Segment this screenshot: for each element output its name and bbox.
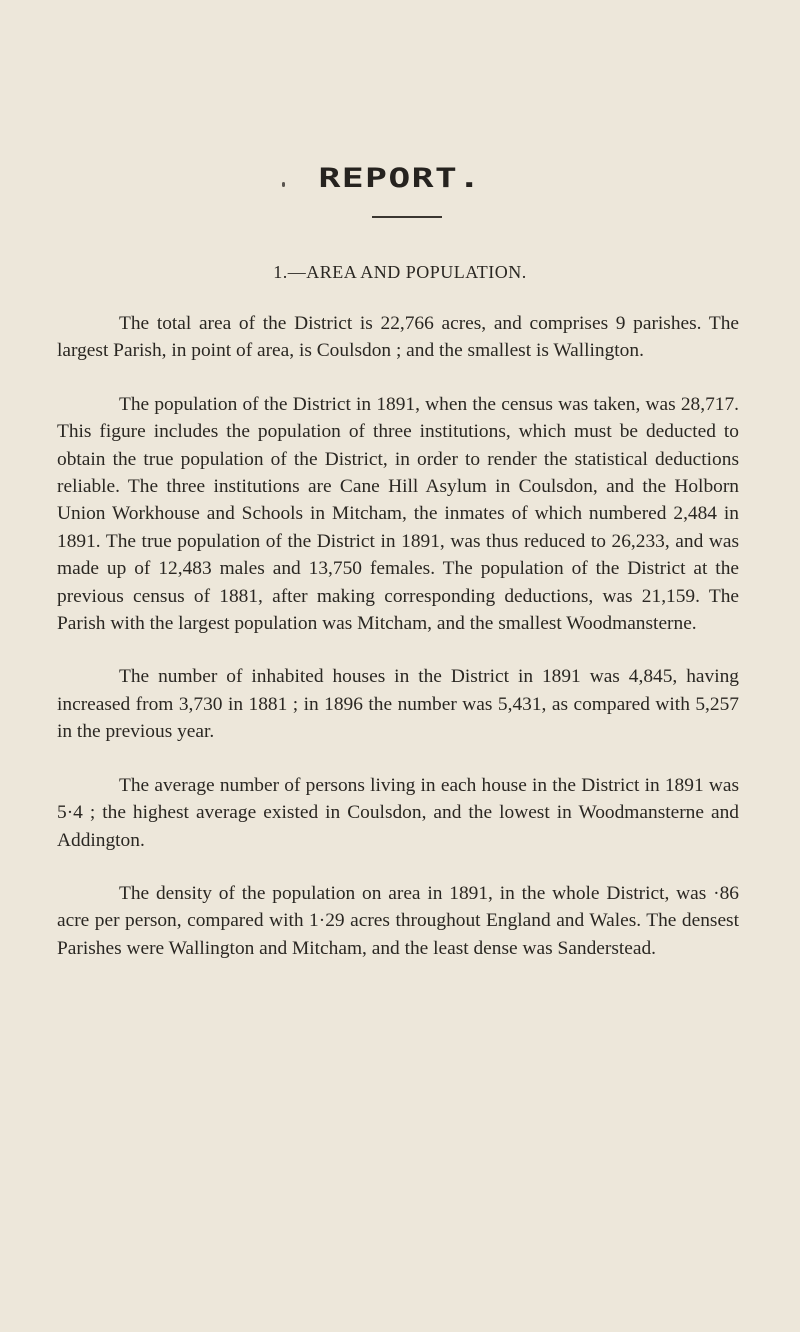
report-title: REPORT. xyxy=(318,163,482,194)
title-divider xyxy=(372,216,442,218)
paragraph-density: The density of the population on area in 1891, in the whole District, was ·86 acre per person, compared with 1·29 acres throughout England and Wales. The densest Parishes were Wallington and Mitcham, and the least dense was Sanderstead. xyxy=(57,882,739,959)
paragraph-population: The population of the District in 1891, when the census was taken, was 28,717. This figure includes the population of three institutions, which must be deducted to obtain the true population of the District, in order to render the statistical deductions reliable. The three institutions are Cane Hill Asylum in Coulsdon, and the Holborn Union Workhouse and Schools in Mitcham, the inmates of which numbered 2,484 in 1891. The true population of the District in 1891, was thus reduced to 26,233, and was made up of 12,483 males and 13,750 females. The population of the District at the previous census of 1881, after making corresponding deductions, was 21,159. The Parish with the largest population was Mitcham, and the smallest Woodmansterne. xyxy=(57,393,739,635)
paragraph-area: The total area of the District is 22,766 acres, and comprises 9 parishes. The largest Parish, in point of area, is Coulsdon ; and the smallest is Wallington. xyxy=(57,313,739,362)
section-heading: 1.—AREA AND POPULATION. xyxy=(273,262,527,282)
paragraph-average-persons: The average number of persons living in each house in the District in 1891 was 5·4 ; the highest average existed in Coulsdon, and the lowest in Woodmansterne and Addington. xyxy=(57,774,739,851)
report-body xyxy=(57,310,739,988)
paragraph-houses: The number of inhabited houses in the District in 1891 was 4,845, having increased from 3,730 in 1881 ; in 1896 the number was 5,431, as compared with 5,257 in the previous year. xyxy=(57,666,739,743)
print-speck xyxy=(282,182,285,187)
